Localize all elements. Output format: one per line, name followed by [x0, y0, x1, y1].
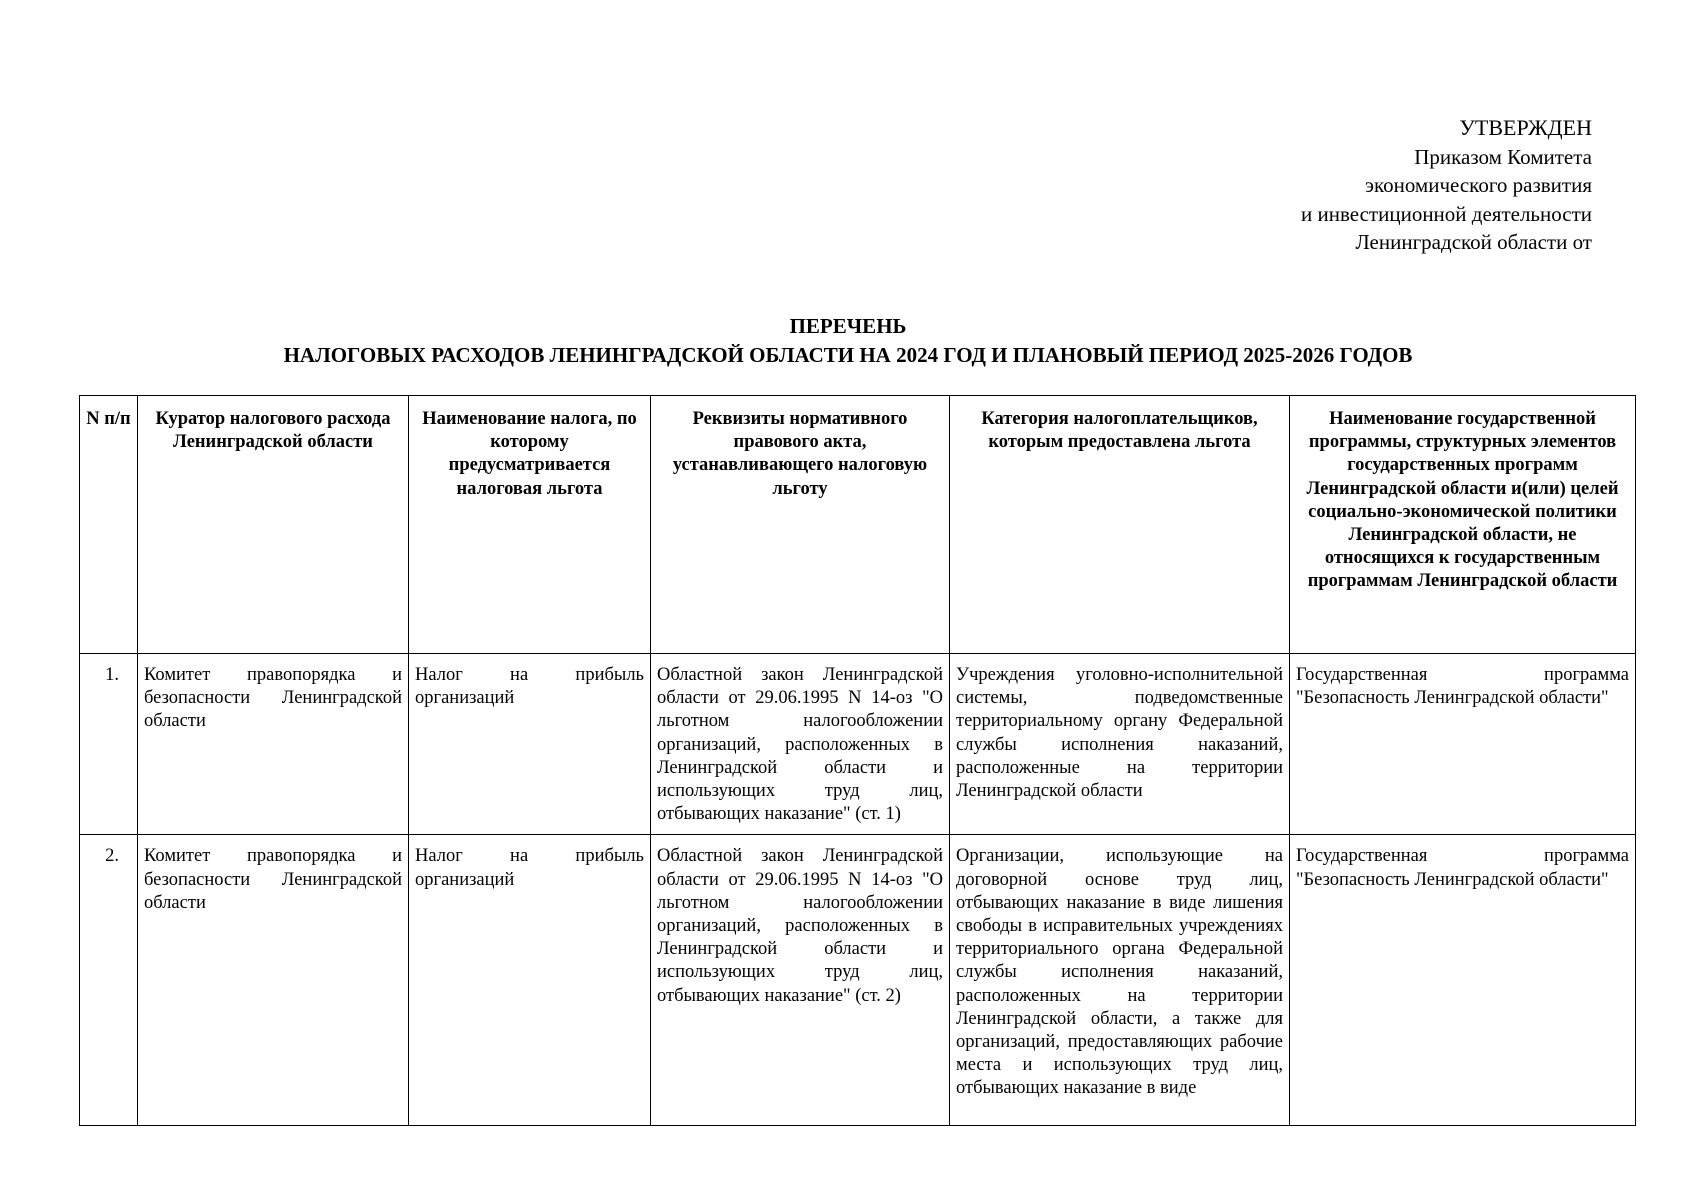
title-line: НАЛОГОВЫХ РАСХОДОВ ЛЕНИНГРАДСКОЙ ОБЛАСТИ НА 2024 ГОД И ПЛАНОВЫЙ ПЕРИОД 2025-2026 ГОДОВ — [283, 343, 1413, 367]
header-curator: Куратор налогового расхода Ленинградской области — [138, 396, 409, 654]
title-line: ПЕРЕЧЕНЬ — [789, 314, 907, 338]
header-tax-name: Наименование налога, по которому предусматривается налоговая льгота — [409, 396, 651, 654]
table-header-row — [80, 396, 1636, 654]
cell-taxpayer-category: Организации, использующие на договорной основе труд лиц, отбывающих наказание в виде лишения свободы в исправительных учреждениях территориального органа Федеральной службы исполнения наказаний, расположенных на территории Ленинградской области, а также для организаций, предоставляющих рабочие места и использующих труд лиц, отбывающих наказание в виде — [950, 835, 1290, 1126]
header-program: Наименование государственной программы, структурных элементов государственных программ Ленинградской области и(или) целей социально-экономической политики Ленинградской области, не относящихся к государственным программам Ленинградской области — [1290, 396, 1636, 654]
approval-line: Ленинградской области от — [1355, 230, 1592, 254]
header-taxpayer-category: Категория налогоплательщиков, которым предоставлена льгота — [950, 396, 1290, 654]
approval-block — [1301, 114, 1592, 257]
document-title — [80, 312, 1616, 370]
cell-tax-name: Налог на прибыль организаций — [409, 654, 651, 835]
cell-curator: Комитет правопорядка и безопасности Ленинградской области — [138, 654, 409, 835]
cell-taxpayer-category: Учреждения уголовно-исполнительной системы, подведомственные территориальному органу Федеральной службы исполнения наказаний, расположенные на территории Ленинградской области — [950, 654, 1290, 835]
approval-stamp: УТВЕРЖДЕН — [1459, 115, 1592, 140]
table-row — [80, 835, 1636, 1126]
cell-number: 2. — [80, 835, 138, 1126]
tax-expenditures-table — [79, 395, 1636, 1126]
approval-line: и инвестиционной деятельности — [1301, 201, 1592, 226]
cell-program: Государственная программа "Безопасность Ленинградской области" — [1290, 654, 1636, 835]
header-legal-act: Реквизиты нормативного правового акта, устанавливающего налоговую льготу — [651, 396, 950, 654]
table-row — [80, 654, 1636, 835]
cell-legal-act: Областной закон Ленинградской области от 29.06.1995 N 14-оз "О льготном налогообложении организаций, расположенных в Ленинградской области и использующих труд лиц, отбывающих наказание" (ст. 1) — [651, 654, 950, 835]
cell-legal-act: Областной закон Ленинградской области от 29.06.1995 N 14-оз "О льготном налогообложении организаций, расположенных в Ленинградской области и использующих труд лиц, отбывающих наказание" (ст. 2) — [651, 835, 950, 1126]
approval-line: Приказом Комитета — [1414, 144, 1592, 169]
cell-program: Государственная программа "Безопасность Ленинградской области" — [1290, 835, 1636, 1126]
cell-number: 1. — [80, 654, 138, 835]
cell-curator: Комитет правопорядка и безопасности Ленинградской области — [138, 835, 409, 1126]
cell-tax-name: Налог на прибыль организаций — [409, 835, 651, 1126]
approval-line: экономического развития — [1364, 173, 1592, 197]
header-number: N п/п — [80, 396, 138, 654]
